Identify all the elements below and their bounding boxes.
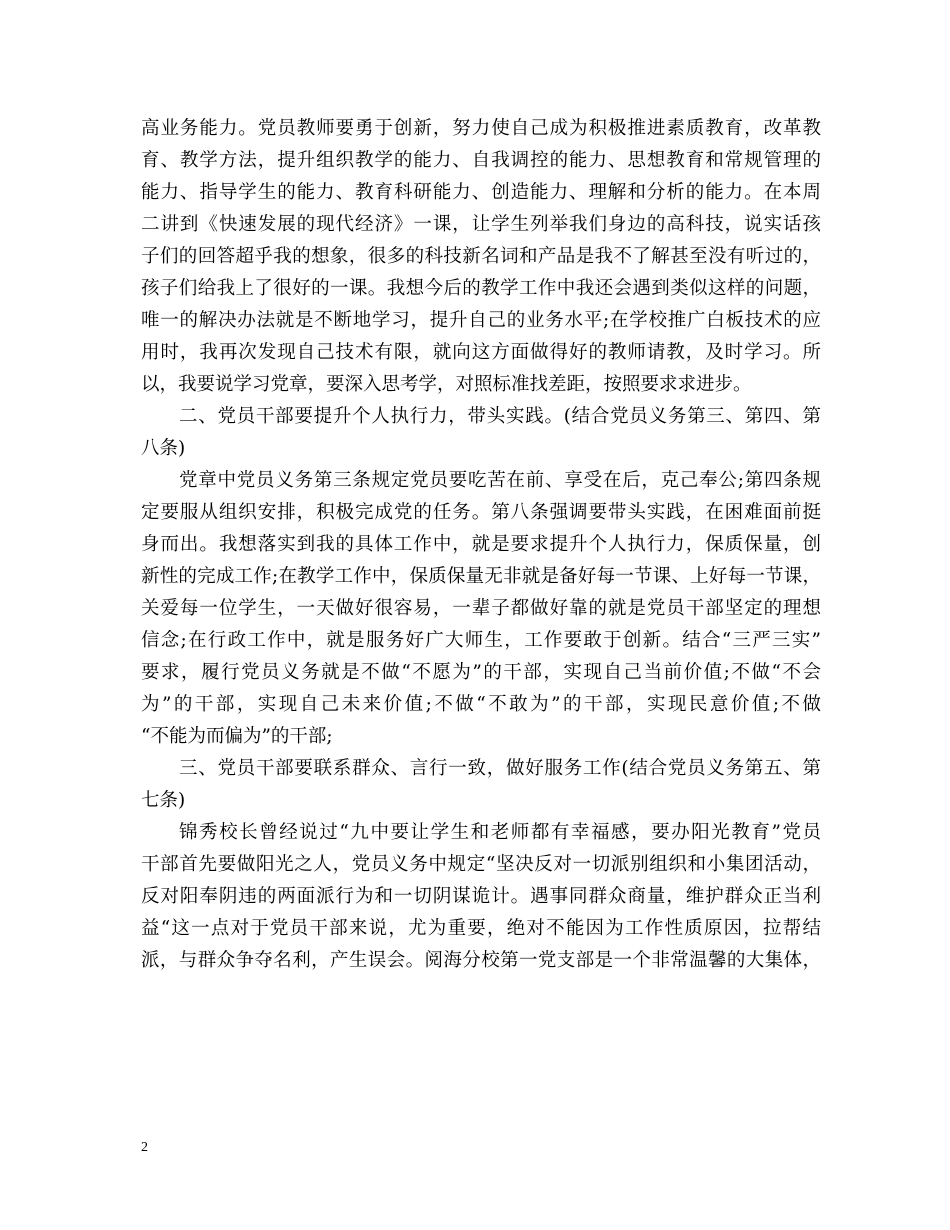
section-heading-3: 三、党员干部要联系群众、言行一致，做好服务工作(结合党员义务第五、第 xyxy=(179,758,821,779)
text-line: 育、教学方法，提升组织教学的能力、自我调控的能力、思想教育和常规管理的 xyxy=(141,150,821,171)
text-line: 二讲到《快速发展的现代经济》一课，让学生列举我们身边的高科技，说实话孩 xyxy=(141,214,821,235)
text-line: 干部首先要做阳光之人，党员义务中规定“坚决反对一切派别组织和小集团活动， xyxy=(141,854,821,875)
text-line: 孩子们给我上了很好的一课。我想今后的教学工作中我还会遇到类似这样的问题， xyxy=(141,278,821,299)
text-line: 高业务能力。党员教师要勇于创新，努力使自己成为积极推进素质教育，改革教 xyxy=(141,118,821,139)
text-line: 以，我要说学习党章，要深入思考学，对照标准找差距，按照要求求进步。 xyxy=(141,374,752,395)
page-number: 2 xyxy=(141,1140,148,1155)
text-line: 为”的干部，实现自己未来价值;不做“不敢为”的干部，实现民意价值;不做 xyxy=(141,694,821,715)
text-line: 子们的回答超乎我的想象，很多的科技新名词和产品是我不了解甚至没有听过的， xyxy=(141,246,821,267)
section-heading-2-cont: 八条) xyxy=(141,438,186,459)
text-line: 益“这一点对于党员干部来说，尤为重要，绝对不能因为工作性质原因，拉帮结 xyxy=(141,918,821,939)
section-heading-3-cont: 七条) xyxy=(141,790,186,811)
text-line: 派，与群众争夺名利，产生误会。阅海分校第一党支部是一个非常温馨的大集体， xyxy=(141,950,821,971)
text-line: 用时，我再次发现自己技术有限，就向这方面做得好的教师请教，及时学习。所 xyxy=(141,342,821,363)
text-line: “不能为而偏为”的干部; xyxy=(141,726,333,747)
document-body xyxy=(141,113,821,977)
text-line: 身而出。我想落实到我的具体工作中，就是要求提升个人执行力，保质保量，创 xyxy=(141,534,821,555)
text-line: 信念;在行政工作中，就是服务好广大师生，工作要敢于创新。结合“三严三实” xyxy=(141,630,821,651)
text-line: 定要服从组织安排，积极完成党的任务。第八条强调要带头实践，在困难面前挺 xyxy=(141,502,821,523)
text-line: 要求，履行党员义务就是不做“不愿为”的干部，实现自己当前价值;不做“不会 xyxy=(141,662,821,683)
section-heading-2: 二、党员干部要提升个人执行力，带头实践。(结合党员义务第三、第四、第 xyxy=(179,406,821,427)
text-line: 锦秀校长曾经说过“九中要让学生和老师都有幸福感，要办阳光教育”党员 xyxy=(179,822,821,843)
text-line: 新性的完成工作;在教学工作中，保质保量无非就是备好每一节课、上好每一节课， xyxy=(141,566,821,587)
text-line: 唯一的解决办法就是不断地学习，提升自己的业务水平;在学校推广白板技术的应 xyxy=(141,310,821,331)
text-line: 党章中党员义务第三条规定党员要吃苦在前、享受在后，克己奉公;第四条规 xyxy=(179,470,821,491)
text-line: 反对阳奉阴违的两面派行为和一切阴谋诡计。遇事同群众商量，维护群众正当利 xyxy=(141,886,821,907)
text-line: 能力、指导学生的能力、教育科研能力、创造能力、理解和分析的能力。在本周 xyxy=(141,182,821,203)
text-line: 关爱每一位学生，一天做好很容易，一辈子都做好靠的就是党员干部坚定的理想 xyxy=(141,598,821,619)
